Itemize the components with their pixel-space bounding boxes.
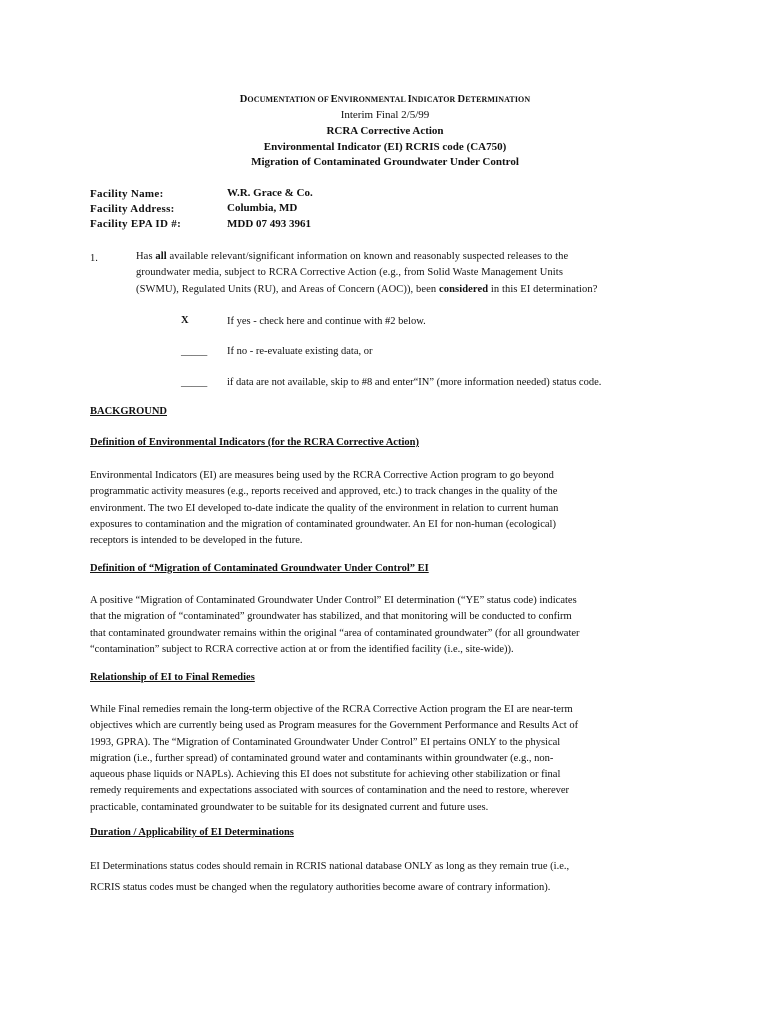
option-na-mark[interactable]: _____ xyxy=(181,377,208,388)
facility-epa-label: Facility EPA ID #: xyxy=(90,218,182,230)
section-heading: Definition of “Migration of Contaminated Groundwater Under Control” EI xyxy=(90,563,429,574)
background-heading: BACKGROUND xyxy=(90,406,168,417)
option-na-text: if data are not available, skip to #8 and enter“IN” (more information needed) status code. xyxy=(227,377,602,388)
section-body: Environmental Indicators (EI) are measures being used by the RCRA Corrective Action program to go beyond programmatic activity measures (e.g., reports received and approved, etc.) to track changes in the quality of the environment. The two EI developed to-date indicate the quality of the environment in relation to current human exposures to contamination and the migration of contaminated groundwater. An EI for non-human (ecological) receptors is intended to be developed in the future. xyxy=(90,470,559,547)
question-number: 1. xyxy=(90,253,98,264)
section-heading: Relationship of EI to Final Remedies xyxy=(90,672,255,683)
section-body: While Final remedies remain the long-term objective of the RCRA Corrective Action program the EI are near-term objectives which are currently being used as Program measures for the Government Performance and Results Act of 1993, GPRA). The “Migration of Contaminated Groundwater Under Control” EI pertains ONLY to the physical migration (i.e., further spread) of contaminated ground water and contaminants within groundwater (e.g., non- aqueous phase liquids or NAPLs). Achieving this EI does not substitute for achieving other stabilization or final remedy requirements and expectations associated with sources of contamination and the need to restore, wherever practicable, contaminated groundwater to be suitable for its designated current and future uses. xyxy=(90,704,579,813)
section-body: EI Determinations status codes should remain in RCRIS national database ONLY as long as they remain true (i.e., RCRIS status codes must be changed when the regulatory authorities become aware of contrary information). xyxy=(90,861,570,893)
facility-epa-value: MDD 07 493 3961 xyxy=(227,218,312,230)
option-no-mark[interactable]: _____ xyxy=(181,346,208,357)
facility-address-value: Columbia, MD xyxy=(227,202,298,214)
option-no-text: If no - re-evaluate existing data, or xyxy=(227,346,373,357)
option-yes-mark[interactable]: X xyxy=(181,315,189,326)
migration-heading: Migration of Contaminated Groundwater Under Control xyxy=(251,156,519,168)
section-body: A positive “Migration of Contaminated Groundwater Under Control” EI determination (“YE” status code) indicates that the migration of “contaminated” groundwater has stabilized, and that monitoring will be conducted to confirm that contaminated groundwater remains within the original “area of contaminated groundwater” (for all groundwater “contamination” subject to RCRA corrective action at or from the identified facility (i.e., site-wide)). xyxy=(90,595,580,655)
ei-code-heading: Environmental Indicator (EI) RCRIS code (CA750) xyxy=(263,141,507,153)
facility-name-value: W.R. Grace & Co. xyxy=(227,187,313,199)
option-yes-text: If yes - check here and continue with #2 below. xyxy=(227,316,426,327)
facility-address-label: Facility Address: xyxy=(90,203,175,215)
rcra-heading: RCRA Corrective Action xyxy=(326,125,444,137)
facility-name-label: Facility Name: xyxy=(90,188,164,200)
section-heading: Definition of Environmental Indicators (for the RCRA Corrective Action) xyxy=(90,437,419,448)
question-line-1: Has all available relevant/significant information on known and reasonably suspected releases to the xyxy=(136,251,569,262)
interim-final-date: Interim Final 2/5/99 xyxy=(340,109,430,121)
section-heading: Duration / Applicability of EI Determinations xyxy=(90,827,294,838)
question-line-3: (SWMU), Regulated Units (RU), and Areas of Concern (AOC)), been considered in this EI determination? xyxy=(136,284,598,295)
question-line-2: groundwater media, subject to RCRA Corrective Action (e.g., from Solid Waste Management Units xyxy=(136,267,564,278)
document-title: DOCUMENTATION OF ENVIRONMENTAL INDICATOR DETERMINATION xyxy=(239,94,531,105)
